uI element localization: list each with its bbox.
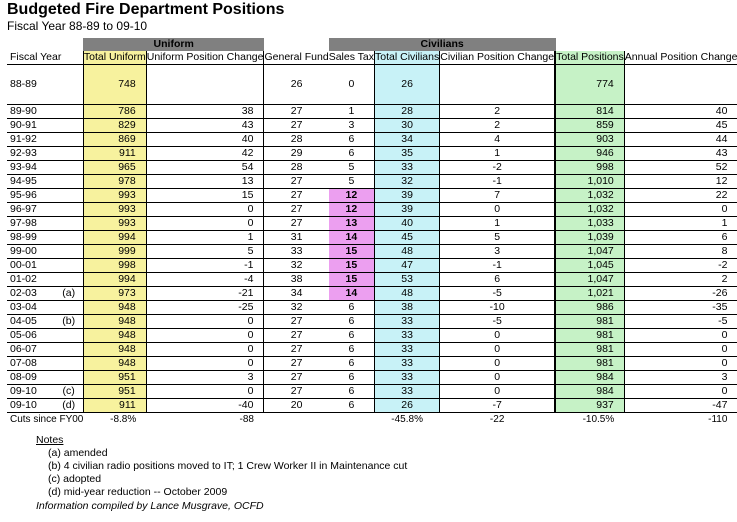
cell-sales-tax: 3 <box>329 119 375 133</box>
col-annual-change: Annual Position Change <box>624 51 737 63</box>
cell-total-uniform: 948 <box>83 315 146 329</box>
cell-annual-change: 0 <box>624 329 737 343</box>
cell-annual-change: -47 <box>624 399 737 413</box>
table-row <box>7 273 737 287</box>
cell-annual-change: 2 <box>624 273 737 287</box>
table-row <box>7 259 737 273</box>
cell-uniform-change: 3 <box>146 371 264 385</box>
cell-annual-change: -26 <box>624 287 737 301</box>
cell-fiscal-year: 98-99 <box>7 231 54 245</box>
cell-sales-tax: 15 <box>329 259 375 273</box>
cell-uniform-change: 43 <box>146 119 264 133</box>
cell-general-fund: 29 <box>264 147 329 161</box>
cell-annual-change: 22 <box>624 189 737 203</box>
cell-fiscal-year: 06-07 <box>7 343 54 357</box>
page-subtitle: Fiscal Year 88-89 to 09-10 <box>7 19 148 33</box>
cell-total-civilians: 34 <box>375 133 440 147</box>
cell-civilian-change: -7 <box>440 399 555 413</box>
table-row <box>7 399 737 413</box>
gap-cell <box>329 91 375 105</box>
cell-total-positions: 981 <box>556 329 625 343</box>
cell-note <box>54 217 83 231</box>
cell-total-positions: 1,039 <box>556 231 625 245</box>
cell-total-uniform: 786 <box>83 105 146 119</box>
cell-uniform-change: 13 <box>146 175 264 189</box>
cell-civilian-change <box>440 78 555 91</box>
cell-uniform-change: 0 <box>146 217 264 231</box>
cell-general-fund: 33 <box>264 245 329 259</box>
cell-total-uniform: 994 <box>83 273 146 287</box>
cell-fiscal-year: 09-10 <box>7 385 54 399</box>
cell-uniform-change: -1 <box>146 259 264 273</box>
totals-total-civilians: -45.8% <box>375 413 440 427</box>
cell-fiscal-year: 96-97 <box>7 203 54 217</box>
cell-total-uniform: 973 <box>83 287 146 301</box>
col-uniform-change: Uniform Position Change <box>146 51 264 63</box>
cell-uniform-change: -40 <box>146 399 264 413</box>
note-item: (b) 4 civilian radio positions moved to IT; 1 Crew Worker II in Maintenance cut <box>48 460 408 472</box>
group-uniform: Uniform <box>83 38 264 51</box>
cell-uniform-change: 0 <box>146 343 264 357</box>
cell-annual-change: 0 <box>624 343 737 357</box>
cell-uniform-change: -21 <box>146 287 264 301</box>
cell-total-positions: 1,010 <box>556 175 625 189</box>
cell-total-uniform: 999 <box>83 245 146 259</box>
cell-civilian-change: 2 <box>440 105 555 119</box>
table-row <box>7 301 737 315</box>
cell-annual-change: 52 <box>624 161 737 175</box>
cell-general-fund: 27 <box>264 385 329 399</box>
cell-total-uniform: 998 <box>83 259 146 273</box>
col-fiscal-year: Fiscal Year <box>7 51 83 65</box>
table-row <box>7 231 737 245</box>
cell-total-uniform: 965 <box>83 161 146 175</box>
cell-fiscal-year: 08-09 <box>7 371 54 385</box>
cell-sales-tax: 6 <box>329 315 375 329</box>
cell-annual-change: 3 <box>624 371 737 385</box>
cell-general-fund: 27 <box>264 329 329 343</box>
table-row <box>7 357 737 371</box>
cell-civilian-change: -10 <box>440 301 555 315</box>
cell-fiscal-year: 95-96 <box>7 189 54 203</box>
totals-annual-change: -110 <box>624 413 737 427</box>
cell-total-uniform: 948 <box>83 357 146 371</box>
cell-total-positions: 1,021 <box>556 287 625 301</box>
note-item: (d) mid-year reduction -- October 2009 <box>48 486 228 498</box>
cell-total-positions: 986 <box>556 301 625 315</box>
cell-fiscal-year: 01-02 <box>7 273 54 287</box>
cell-note <box>54 119 83 133</box>
cell-note: (a) <box>54 287 83 301</box>
cell-total-uniform: 869 <box>83 133 146 147</box>
cell-total-civilians: 26 <box>375 399 440 413</box>
cell-general-fund: 32 <box>264 259 329 273</box>
cell-civilian-change: 6 <box>440 273 555 287</box>
table-row <box>7 175 737 189</box>
cell-note <box>54 203 83 217</box>
col-sales-tax: Sales Tax <box>328 51 375 63</box>
totals-row <box>7 413 737 427</box>
cell-general-fund: 28 <box>264 161 329 175</box>
cell-total-positions: 946 <box>556 147 625 161</box>
cell-fiscal-year: 00-01 <box>7 259 54 273</box>
cell-annual-change: 44 <box>624 133 737 147</box>
cell-uniform-change: 0 <box>146 203 264 217</box>
cell-total-positions: 1,047 <box>556 245 625 259</box>
cell-annual-change: 0 <box>624 357 737 371</box>
cell-total-positions: 937 <box>556 399 625 413</box>
cell-total-positions: 1,032 <box>556 189 625 203</box>
cell-uniform-change: 42 <box>146 147 264 161</box>
cell-general-fund: 31 <box>264 231 329 245</box>
cell-total-positions: 903 <box>556 133 625 147</box>
table-row <box>7 133 737 147</box>
gap-cell <box>7 91 54 105</box>
cell-annual-change: 45 <box>624 119 737 133</box>
table-row <box>7 371 737 385</box>
cell-total-civilians: 26 <box>375 78 440 91</box>
cell-fiscal-year: 07-08 <box>7 357 54 371</box>
cell-total-uniform: 993 <box>83 189 146 203</box>
col-total-uniform: Total Uniform <box>83 51 146 63</box>
cell-total-uniform: 948 <box>83 329 146 343</box>
cell-note <box>54 273 83 287</box>
table-row <box>7 287 737 301</box>
cell-uniform-change: 38 <box>146 105 264 119</box>
table-row <box>7 105 737 119</box>
table-row <box>7 78 737 91</box>
cell-civilian-change: -1 <box>440 175 555 189</box>
cell-general-fund: 28 <box>264 133 329 147</box>
cell-sales-tax: 12 <box>329 203 375 217</box>
cell-uniform-change: 0 <box>146 329 264 343</box>
totals-empty <box>329 413 375 427</box>
cell-civilian-change: -1 <box>440 259 555 273</box>
gap-cell <box>264 91 329 105</box>
cell-total-uniform: 978 <box>83 175 146 189</box>
group-header-row <box>7 38 737 51</box>
cell-uniform-change: -4 <box>146 273 264 287</box>
cell-sales-tax: 1 <box>329 105 375 119</box>
cell-fiscal-year: 91-92 <box>7 133 54 147</box>
cell-civilian-change: 0 <box>440 371 555 385</box>
cell-annual-change: 0 <box>624 203 737 217</box>
cell-total-positions: 998 <box>556 161 625 175</box>
cell-total-positions: 981 <box>556 343 625 357</box>
cell-sales-tax: 14 <box>329 231 375 245</box>
cell-civilian-change: 0 <box>440 329 555 343</box>
cell-civilian-change: -2 <box>440 161 555 175</box>
cell-total-civilians: 33 <box>375 343 440 357</box>
cell-uniform-change: 0 <box>146 315 264 329</box>
notes-section <box>36 434 407 499</box>
cell-annual-change: 8 <box>624 245 737 259</box>
cell-annual-change: -2 <box>624 259 737 273</box>
cell-uniform-change: 1 <box>146 231 264 245</box>
cell-total-positions: 981 <box>556 315 625 329</box>
cell-total-uniform: 829 <box>83 119 146 133</box>
cell-civilian-change: 2 <box>440 119 555 133</box>
cell-uniform-change: -25 <box>146 301 264 315</box>
cell-fiscal-year: 04-05 <box>7 315 54 329</box>
cell-total-civilians: 33 <box>375 315 440 329</box>
cell-annual-change <box>624 78 737 91</box>
cell-total-uniform: 951 <box>83 371 146 385</box>
cell-sales-tax: 6 <box>329 301 375 315</box>
cell-uniform-change: 0 <box>146 357 264 371</box>
cell-sales-tax: 6 <box>329 133 375 147</box>
table-row <box>7 119 737 133</box>
cell-note <box>54 161 83 175</box>
cell-annual-change: 1 <box>624 217 737 231</box>
cell-annual-change: 43 <box>624 147 737 161</box>
totals-civilian-change: -22 <box>440 413 555 427</box>
cell-civilian-change: 0 <box>440 357 555 371</box>
cell-civilian-change: 1 <box>440 217 555 231</box>
cell-general-fund: 27 <box>264 343 329 357</box>
cell-note <box>54 371 83 385</box>
cell-general-fund: 27 <box>264 217 329 231</box>
cell-civilian-change: -5 <box>440 315 555 329</box>
cell-sales-tax: 6 <box>329 385 375 399</box>
cell-total-civilians: 48 <box>375 245 440 259</box>
cell-total-civilians: 48 <box>375 287 440 301</box>
cell-total-civilians: 38 <box>375 301 440 315</box>
cell-total-civilians: 47 <box>375 259 440 273</box>
cell-general-fund: 27 <box>264 203 329 217</box>
col-total-civilians: Total Civilians <box>375 51 440 63</box>
cell-total-positions: 814 <box>556 105 625 119</box>
cell-note <box>54 245 83 259</box>
cell-note: (b) <box>54 315 83 329</box>
cell-total-uniform: 994 <box>83 231 146 245</box>
cell-sales-tax: 15 <box>329 245 375 259</box>
cell-total-positions: 1,045 <box>556 259 625 273</box>
cell-uniform-change: 15 <box>146 189 264 203</box>
cell-note <box>54 329 83 343</box>
gap-cell <box>54 91 83 105</box>
cell-total-positions: 1,033 <box>556 217 625 231</box>
cell-annual-change: 12 <box>624 175 737 189</box>
col-civilian-change: Civilian Position Change <box>440 51 555 63</box>
totals-empty <box>264 413 329 427</box>
cell-general-fund: 27 <box>264 315 329 329</box>
cell-total-uniform: 911 <box>83 147 146 161</box>
cell-note <box>54 105 83 119</box>
gap-cell <box>375 91 440 105</box>
cell-civilian-change: 0 <box>440 385 555 399</box>
note-item: (a) amended <box>48 447 108 459</box>
cell-fiscal-year: 09-10 <box>7 399 54 413</box>
table-row <box>7 329 737 343</box>
cell-fiscal-year: 94-95 <box>7 175 54 189</box>
cell-civilian-change: 4 <box>440 133 555 147</box>
table-row <box>7 147 737 161</box>
cell-civilian-change: 5 <box>440 231 555 245</box>
cell-uniform-change: 54 <box>146 161 264 175</box>
cell-fiscal-year: 03-04 <box>7 301 54 315</box>
cell-fiscal-year: 05-06 <box>7 329 54 343</box>
totals-total-positions: -10.5% <box>556 413 625 427</box>
table-row <box>7 161 737 175</box>
totals-label: Cuts since FY00 <box>7 413 83 427</box>
cell-sales-tax: 6 <box>329 329 375 343</box>
cell-sales-tax: 14 <box>329 287 375 301</box>
table-row <box>7 189 737 203</box>
cell-total-positions: 984 <box>556 385 625 399</box>
cell-total-uniform: 951 <box>83 385 146 399</box>
cell-note: (c) <box>54 385 83 399</box>
cell-general-fund: 27 <box>264 105 329 119</box>
cell-total-uniform: 993 <box>83 217 146 231</box>
cell-note <box>54 301 83 315</box>
cell-total-uniform: 911 <box>83 399 146 413</box>
cell-fiscal-year: 92-93 <box>7 147 54 161</box>
cell-total-positions: 1,047 <box>556 273 625 287</box>
credit-line: Information compiled by Lance Musgrave, OCFD <box>36 500 264 512</box>
cell-fiscal-year: 97-98 <box>7 217 54 231</box>
cell-total-civilians: 33 <box>375 329 440 343</box>
cell-general-fund: 27 <box>264 119 329 133</box>
cell-civilian-change: 3 <box>440 245 555 259</box>
cell-civilian-change: 0 <box>440 203 555 217</box>
cell-general-fund: 27 <box>264 175 329 189</box>
cell-total-positions: 1,032 <box>556 203 625 217</box>
cell-sales-tax: 6 <box>329 371 375 385</box>
cell-annual-change: 40 <box>624 105 737 119</box>
cell-total-civilians: 32 <box>375 175 440 189</box>
table-row <box>7 245 737 259</box>
spacer-row <box>7 65 737 79</box>
cell-fiscal-year: 93-94 <box>7 161 54 175</box>
cell-total-civilians: 33 <box>375 357 440 371</box>
gap-cell <box>146 91 264 105</box>
cell-total-positions: 774 <box>556 78 625 91</box>
cell-total-uniform: 748 <box>83 78 146 91</box>
cell-note <box>54 175 83 189</box>
cell-sales-tax: 13 <box>329 217 375 231</box>
cell-fiscal-year: 90-91 <box>7 119 54 133</box>
cell-note <box>54 343 83 357</box>
table-row <box>7 385 737 399</box>
cell-annual-change: -5 <box>624 315 737 329</box>
cell-sales-tax: 5 <box>329 161 375 175</box>
cell-fiscal-year: 99-00 <box>7 245 54 259</box>
cell-general-fund: 27 <box>264 189 329 203</box>
cell-general-fund: 20 <box>264 399 329 413</box>
cell-note <box>54 78 83 91</box>
cell-annual-change: -35 <box>624 301 737 315</box>
cell-sales-tax: 6 <box>329 399 375 413</box>
positions-table <box>7 38 737 426</box>
page-title: Budgeted Fire Department Positions <box>7 1 285 18</box>
cell-total-positions: 981 <box>556 357 625 371</box>
gap-cell <box>556 91 625 105</box>
cell-uniform-change <box>146 78 264 91</box>
cell-general-fund: 38 <box>264 273 329 287</box>
col-total-positions: Total Positions <box>556 51 624 63</box>
cell-total-civilians: 30 <box>375 119 440 133</box>
cell-total-civilians: 39 <box>375 189 440 203</box>
cell-total-uniform: 948 <box>83 301 146 315</box>
cell-sales-tax: 0 <box>348 78 355 90</box>
gap-cell <box>83 91 146 105</box>
cell-note <box>54 147 83 161</box>
cell-uniform-change: 40 <box>146 133 264 147</box>
cell-fiscal-year: 02-03 <box>7 287 54 301</box>
cell-note <box>54 133 83 147</box>
cell-uniform-change: 0 <box>146 385 264 399</box>
gap-cell <box>624 91 737 105</box>
cell-civilian-change: 0 <box>440 343 555 357</box>
cell-fiscal-year: 88-89 <box>10 78 37 90</box>
cell-note: (d) <box>54 399 83 413</box>
cell-sales-tax: 15 <box>329 273 375 287</box>
gap-cell <box>440 91 555 105</box>
cell-total-uniform: 948 <box>83 343 146 357</box>
cell-uniform-change: 5 <box>146 245 264 259</box>
cell-total-positions: 984 <box>556 371 625 385</box>
totals-uniform-change: -88 <box>146 413 264 427</box>
notes-heading: Notes <box>36 434 64 446</box>
cell-sales-tax: 6 <box>329 357 375 371</box>
column-header-row <box>7 51 737 65</box>
cell-total-civilians: 45 <box>375 231 440 245</box>
cell-note <box>54 259 83 273</box>
cell-civilian-change: -5 <box>440 287 555 301</box>
col-general-fund: General Fund <box>264 51 329 63</box>
cell-total-civilians: 35 <box>375 147 440 161</box>
cell-general-fund: 32 <box>264 301 329 315</box>
cell-total-civilians: 33 <box>375 385 440 399</box>
cell-general-fund: 34 <box>264 287 329 301</box>
cell-fiscal-year: 89-90 <box>7 105 54 119</box>
cell-total-positions: 859 <box>556 119 625 133</box>
cell-total-civilians: 53 <box>375 273 440 287</box>
group-civilians: Civilians <box>329 38 556 51</box>
totals-total-uniform: -8.8% <box>83 413 146 427</box>
cell-total-uniform: 993 <box>83 203 146 217</box>
cell-general-fund: 26 <box>290 78 303 90</box>
table-row <box>7 203 737 217</box>
cell-total-civilians: 33 <box>375 371 440 385</box>
cell-note <box>54 189 83 203</box>
cell-sales-tax: 5 <box>329 175 375 189</box>
cell-sales-tax: 6 <box>329 147 375 161</box>
cell-total-civilians: 39 <box>375 203 440 217</box>
cell-sales-tax: 6 <box>329 343 375 357</box>
cell-general-fund: 27 <box>264 357 329 371</box>
cell-civilian-change: 1 <box>440 147 555 161</box>
note-item: (c) adopted <box>48 473 102 485</box>
cell-annual-change: 6 <box>624 231 737 245</box>
gap-row <box>7 91 737 105</box>
cell-note <box>54 357 83 371</box>
cell-civilian-change: 7 <box>440 189 555 203</box>
cell-general-fund: 27 <box>264 371 329 385</box>
cell-total-civilians: 33 <box>375 161 440 175</box>
table-row <box>7 343 737 357</box>
cell-total-civilians: 40 <box>375 217 440 231</box>
cell-total-civilians: 28 <box>375 105 440 119</box>
cell-annual-change: 0 <box>624 385 737 399</box>
table-row <box>7 217 737 231</box>
cell-note <box>54 231 83 245</box>
cell-sales-tax: 12 <box>329 189 375 203</box>
table-row <box>7 315 737 329</box>
